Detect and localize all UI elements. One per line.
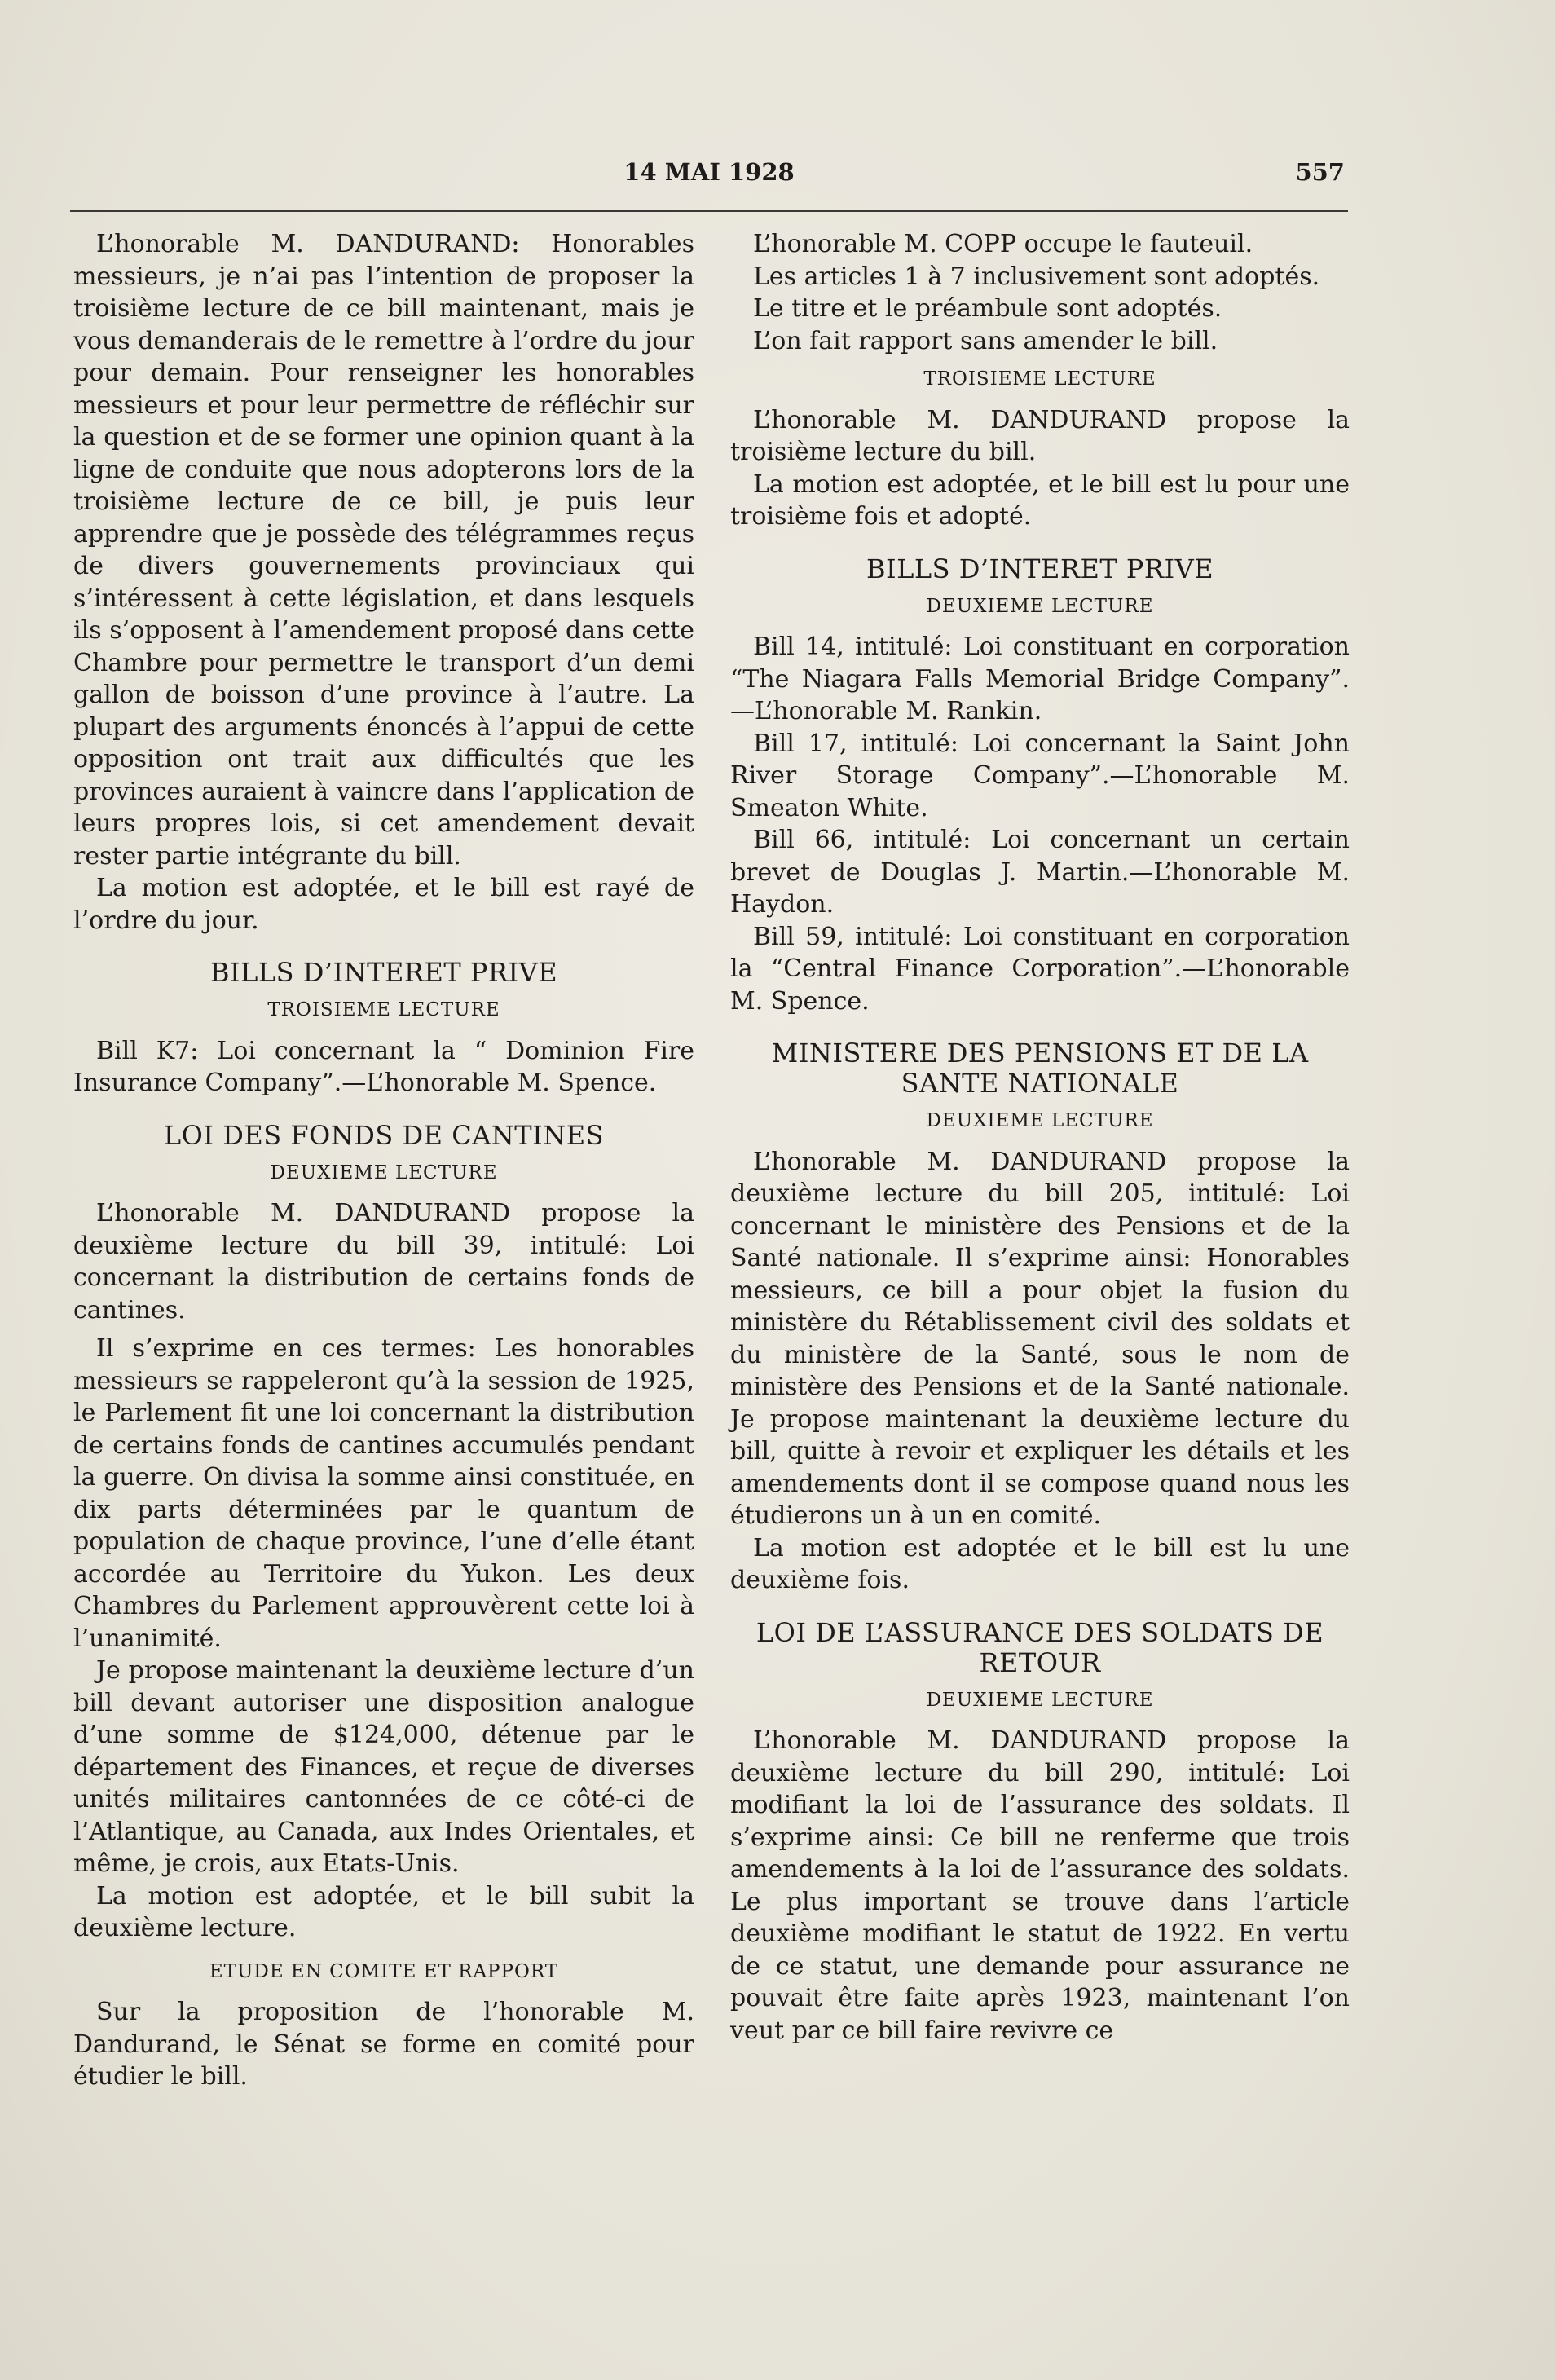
subsection-heading: DEUXIEME LECTURE — [270, 1161, 498, 1183]
paragraph: Je propose maintenant la deuxième lecture d’un bill devant autoriser une disposition analogue d’une somme de $124,000, détenue par le département des Finances, et reçue de diverses unités militaires cantonnées de ce côté-ci de l’Atlantique, au Canada, aux Indes Orientales, et même, je crois, aux Etats-Unis. — [73, 1656, 694, 1878]
paragraph: L’honorable M. DANDURAND propose la deuxième lecture du bill 290, intitulé: Loi modifiant la loi de l’assurance des soldats. Il s’exprime ainsi: Ce bill ne renferme que trois amendements à la loi de l’assurance des soldats. Le plus important se trouve dans l’article deuxième modifiant le statut de 1922. En vertu de ce statut, une demande pour assurance ne pouvait être faite après 1923, maintenant l’on veut par ce bill faire revivre ce — [730, 1726, 1350, 2045]
paragraph: L’honorable M. DANDURAND: Honorables messieurs, je n’ai pas l’intention de proposer la troisième lecture de ce bill maintenant, mais je vous demanderais de le remettre à l’ordre du jour pour demain. Pour renseigner les honorables messieurs et pour leur permettre de réfléchir sur la question et de se former une opinion quant à la ligne de conduite que nous adopterons lors de la troisième lecture de ce bill, je puis leur apprendre que je possède des télégrammes reçus de divers gouvernements provinciaux qui s’intéressent à cette législation, et dans lesquels ils s’opposent à l’amendement proposé dans cette Chambre pour permettre le transport d’un demi gallon de boisson d’une province à l’autre. La plupart des arguments énoncés à l’appui de cette opposition ont trait aux difficultés que les provinces auraient à vaincre dans l’application de leurs propres lois, si cet amendement devait rester partie intégrante du bill. — [73, 230, 694, 870]
page-header — [73, 158, 1345, 191]
paragraph: La motion est adoptée, et le bill subit la deuxième lecture. — [73, 1881, 694, 1942]
section-heading: LOI DES FONDS DE CANTINES — [163, 1119, 605, 1151]
subsection-heading: DEUXIEME LECTURE — [926, 1110, 1154, 1131]
paragraph: Il s’exprime en ces termes: Les honorables messieurs se rappeleront qu’à la session de 1925, le Parlement fit une loi concernant la distribution de certains fonds de cantines accumulés pendant la guerre. On divisa la somme ainsi constituée, en dix parts déterminées par le quantum de population de chaque province, l’une d’elle étant accordée au Territoire du Yukon. Les deux Chambres du Parlement approuvèrent cette loi à l’unanimité. — [73, 1334, 694, 1653]
paragraph: L’honorable M. DANDURAND propose la deuxième lecture du bill 39, intitulé: Loi concernant la distribution de certains fonds de cantines. — [73, 1199, 694, 1324]
paragraph: Bill 66, intitulé: Loi concernant un certain brevet de Douglas J. Martin.—L’honorable M. Haydon. — [730, 826, 1350, 919]
paragraph: L’honorable M. DANDURAND propose la troisième lecture du bill. — [730, 405, 1350, 466]
paragraph: L’on fait rapport sans amender le bill. — [753, 326, 1218, 355]
subsection-heading: TROISIEME LECTURE — [923, 368, 1156, 390]
subsection-heading: TROISIEME LECTURE — [267, 999, 500, 1020]
subsection-heading: ETUDE EN COMITE ET RAPPORT — [209, 1960, 559, 1982]
right-column — [730, 228, 1350, 2047]
left-column — [73, 228, 694, 2093]
paragraph: Bill 17, intitulé: Loi concernant la Saint John River Storage Company”.—L’honorable M. Smeaton White. — [730, 729, 1350, 822]
paragraph: L’honorable M. DANDURAND propose la deuxième lecture du bill 205, intitulé: Loi concernant le ministère des Pensions et de la Santé nationale. Il s’exprime ainsi: Honorables messieurs, ce bill a pour objet la fusion du ministère du Rétablissement civil des soldats et du ministère de la Santé, sous le nom de ministère des Pensions et de la Santé nationale. Je propose maintenant la deuxième lecture du bill, quitte à revoir et expliquer les détails et les amendements dont il se compose quand nous les étudierons un à un en comité. — [730, 1147, 1350, 1530]
paragraph: La motion est adoptée et le bill est lu une deuxième fois. — [730, 1533, 1350, 1594]
section-heading: LOI DE L’ASSURANCE DES SOLDATS DE RETOUR — [755, 1616, 1324, 1678]
paragraph: Le titre et le préambule sont adoptés. — [753, 294, 1222, 323]
section-heading: BILLS D’INTERET PRIVE — [866, 553, 1214, 584]
paragraph: La motion est adoptée, et le bill est rayé de l’ordre du jour. — [73, 874, 694, 935]
header-date: 14 MAI 1928 — [623, 158, 795, 186]
paragraph: Les articles 1 à 7 inclusivement sont adoptés. — [753, 262, 1320, 291]
paragraph: Bill 14, intitulé: Loi constituant en corporation “The Niagara Falls Memorial Bridge Company”.—L’honorable M. Rankin. — [730, 632, 1350, 725]
paragraph: Bill 59, intitulé: Loi constituant en corporation la “Central Finance Corporation”.—L’honorable M. Spence. — [730, 922, 1350, 1016]
section-heading: BILLS D’INTERET PRIVE — [209, 957, 558, 988]
paragraph: La motion est adoptée, et le bill est lu pour une troisième fois et adopté. — [730, 469, 1350, 531]
paragraph: Sur la proposition de l’honorable M. Dandurand, le Sénat se forme en comité pour étudier le bill. — [73, 1998, 694, 2091]
subsection-heading: DEUXIEME LECTURE — [926, 595, 1154, 617]
section-heading: MINISTERE DES PENSIONS ET DE LA SANTE NATIONALE — [771, 1038, 1309, 1099]
paragraph: L’honorable M. COPP occupe le fauteuil. — [753, 230, 1253, 258]
header-rule — [70, 210, 1348, 212]
paragraph: Bill K7: Loi concernant la “ Dominion Fire Insurance Company”.—L’honorable M. Spence. — [73, 1036, 694, 1097]
subsection-heading: DEUXIEME LECTURE — [926, 1689, 1154, 1711]
page-number: 557 — [1295, 158, 1345, 186]
